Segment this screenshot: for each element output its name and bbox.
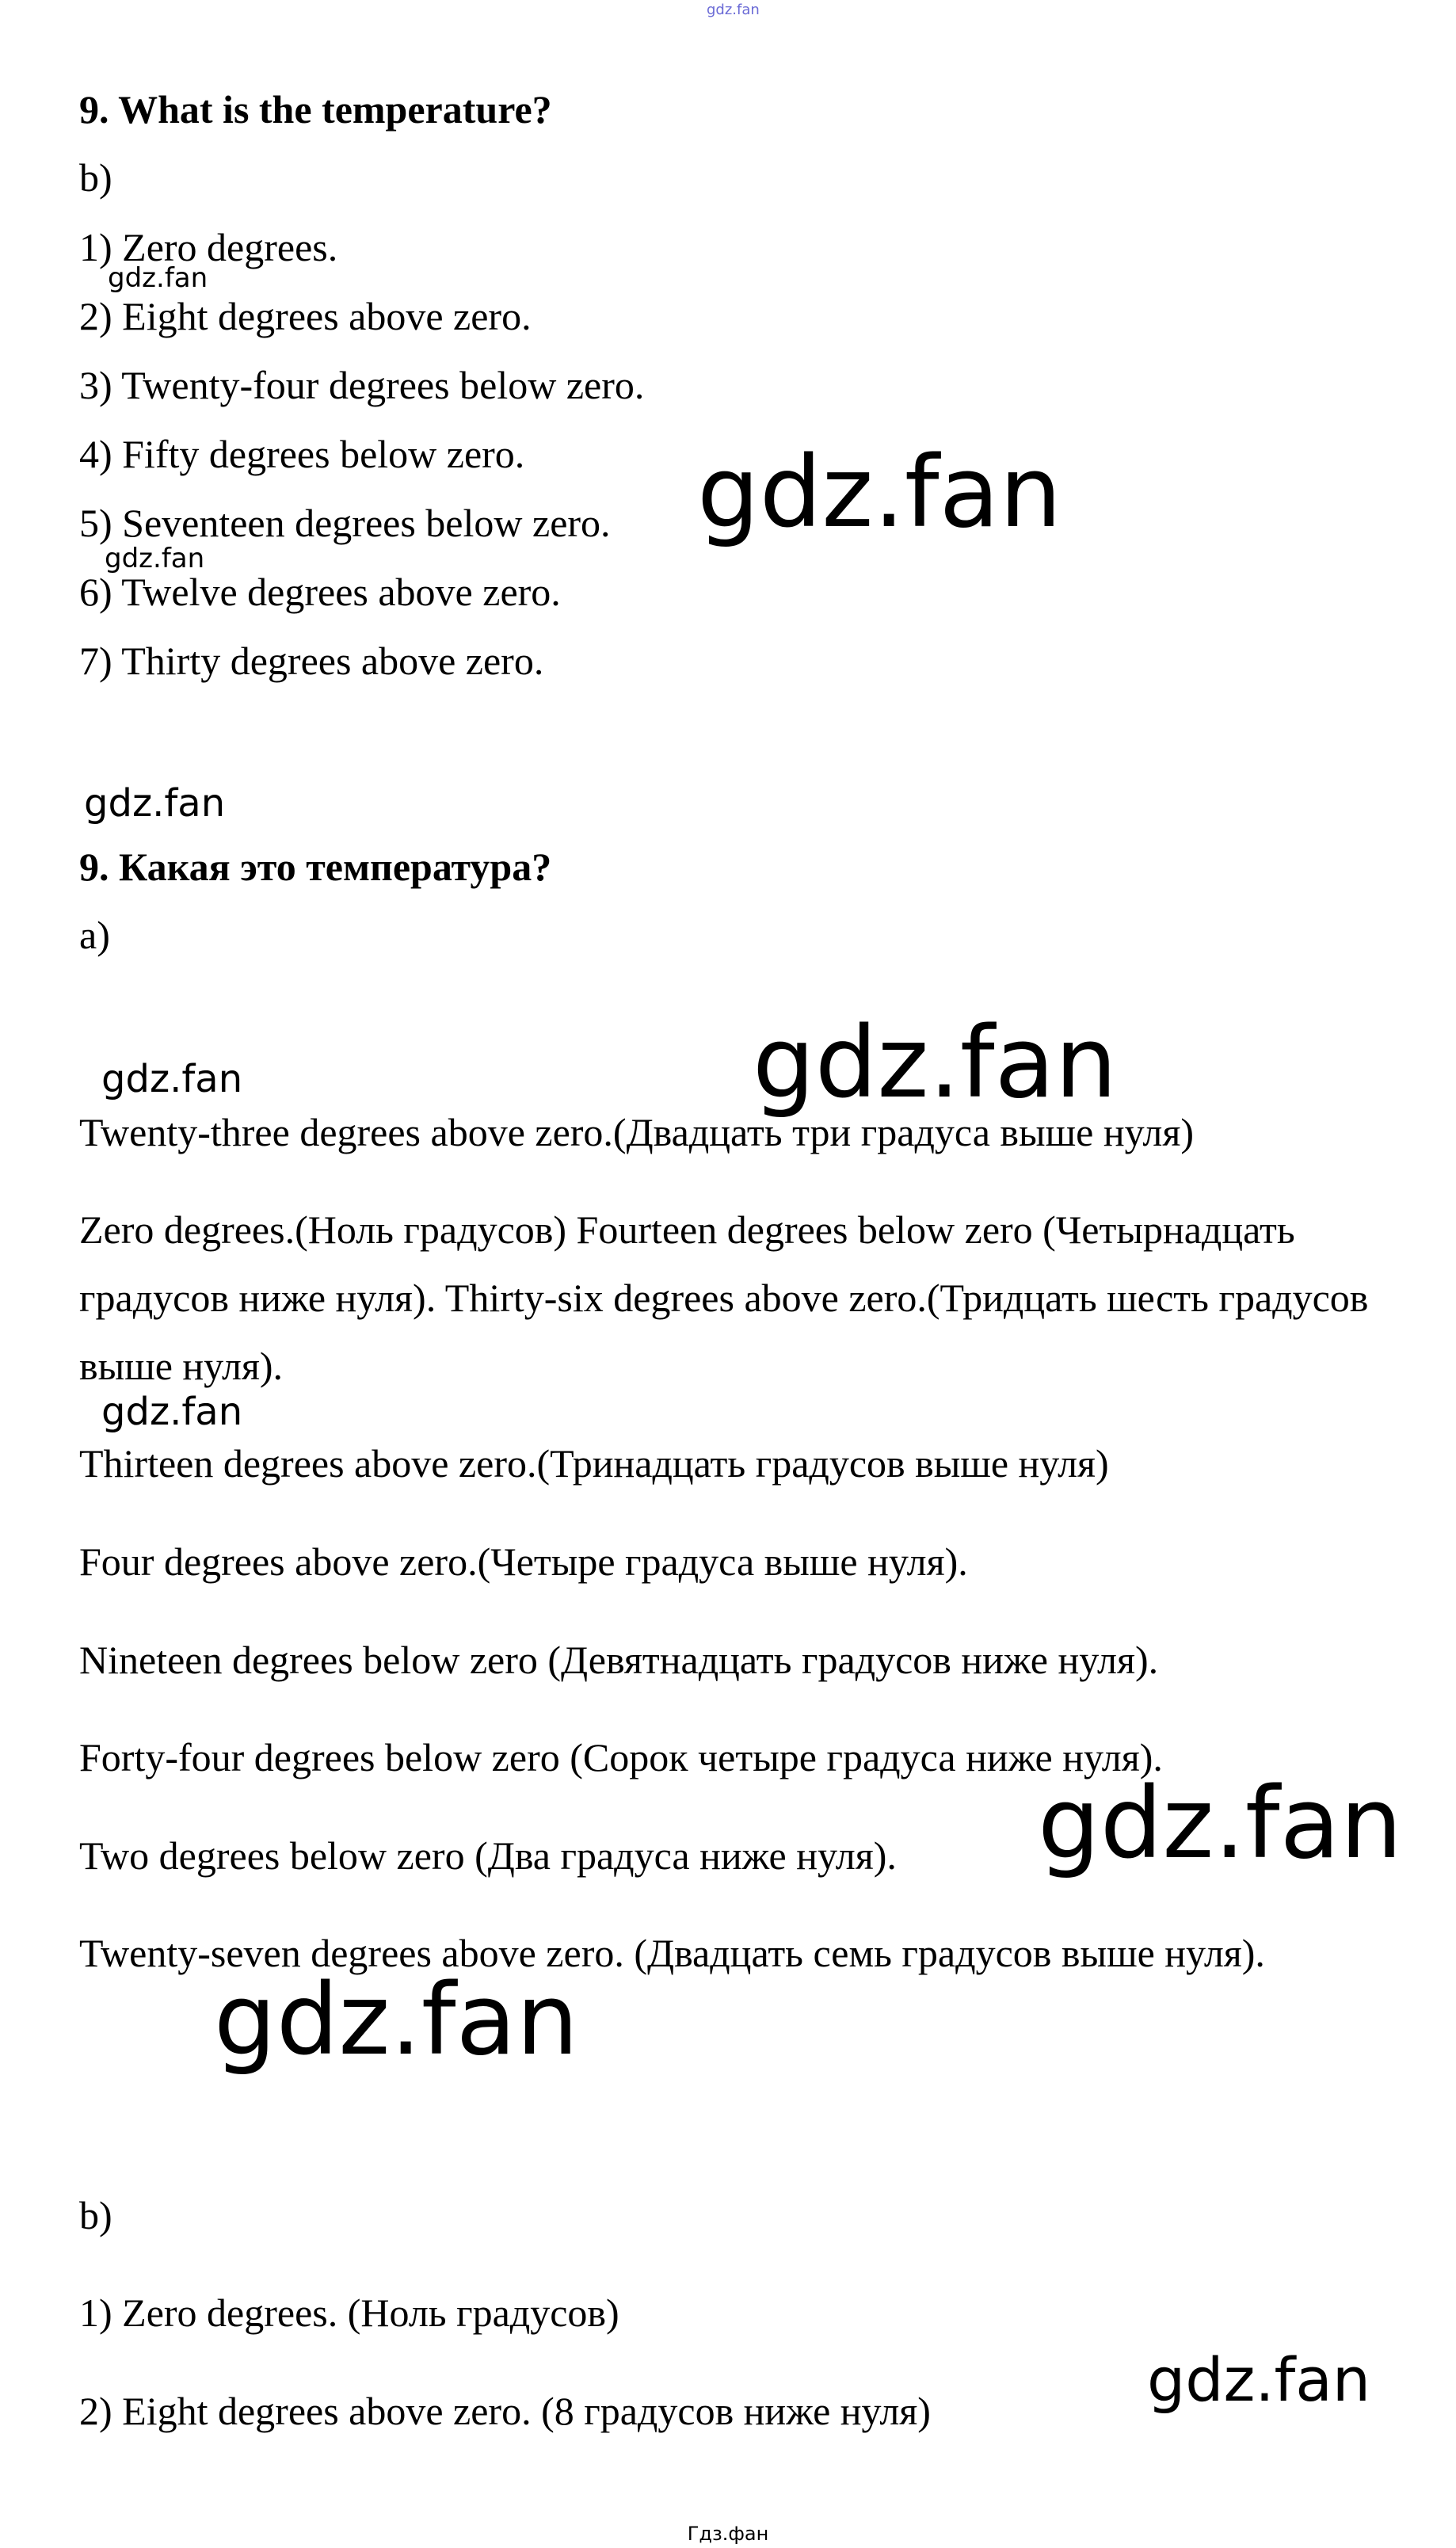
answer-paragraph: Forty-four degrees below zero (Сорок четыре градуса ниже нуля). xyxy=(79,1735,1163,1779)
header-watermark: gdz.fan xyxy=(707,2,760,18)
watermark: gdz.fan xyxy=(753,1006,1118,1120)
list-item: 7) Thirty degrees above zero. xyxy=(79,639,544,683)
section-title-ru: 9. Какая это температура? xyxy=(79,845,552,889)
watermark: gdz.fan xyxy=(1038,1767,1403,1881)
watermark: gdz.fan xyxy=(1147,2344,1371,2415)
list-item: 2) Eight degrees above zero. xyxy=(79,294,532,338)
part-label-b-ru: b) xyxy=(79,2193,112,2237)
list-item: 3) Twenty-four degrees below zero. xyxy=(79,363,645,407)
part-label-b-en: b) xyxy=(79,155,112,200)
answer-paragraph: Zero degrees.(Ноль градусов) Fourteen degrees below zero (Четырнадцать градусов ниже нуля). Thirty-six degrees above zero.(Тридцать шесть градусов выше нуля). xyxy=(79,1207,1369,1388)
footer-text: Гдз.фан xyxy=(687,2523,769,2545)
answer-paragraph: Twenty-seven degrees above zero. (Двадцать семь градусов выше нуля). xyxy=(79,1931,1265,1975)
list-item: 2) Eight degrees above zero. (8 градусов ниже нуля) xyxy=(79,2389,931,2433)
part-label-a: a) xyxy=(79,913,110,957)
answer-paragraph: Nineteen degrees below zero (Девятнадцать градусов ниже нуля). xyxy=(79,1638,1159,1682)
watermark: gdz.fan xyxy=(697,436,1062,550)
answer-paragraph: Twenty-three degrees above zero.(Двадцать три градуса выше нуля) xyxy=(79,1110,1194,1154)
list-item: 1) Zero degrees. (Ноль градусов) xyxy=(79,2291,619,2335)
watermark: gdz.fan xyxy=(101,1057,243,1101)
answer-paragraph: Two degrees below zero (Два градуса ниже нуля). xyxy=(79,1833,897,1878)
watermark: gdz.fan xyxy=(108,262,208,294)
answer-paragraph: Four degrees above zero.(Четыре градуса выше нуля). xyxy=(79,1539,968,1584)
watermark: gdz.fan xyxy=(101,1390,243,1434)
section-title-en: 9. What is the temperature? xyxy=(79,87,552,132)
list-item: 4) Fifty degrees below zero. xyxy=(79,432,525,476)
list-item: 5) Seventeen degrees below zero. xyxy=(79,501,611,545)
answer-paragraph: Thirteen degrees above zero.(Тринадцать градусов выше нуля) xyxy=(79,1441,1109,1486)
watermark: gdz.fan xyxy=(84,781,226,826)
list-item: 6) Twelve degrees above zero. xyxy=(79,570,561,614)
watermark: gdz.fan xyxy=(105,543,205,574)
list-item: 1) Zero degrees. xyxy=(79,225,338,269)
watermark: gdz.fan xyxy=(214,1963,579,2077)
